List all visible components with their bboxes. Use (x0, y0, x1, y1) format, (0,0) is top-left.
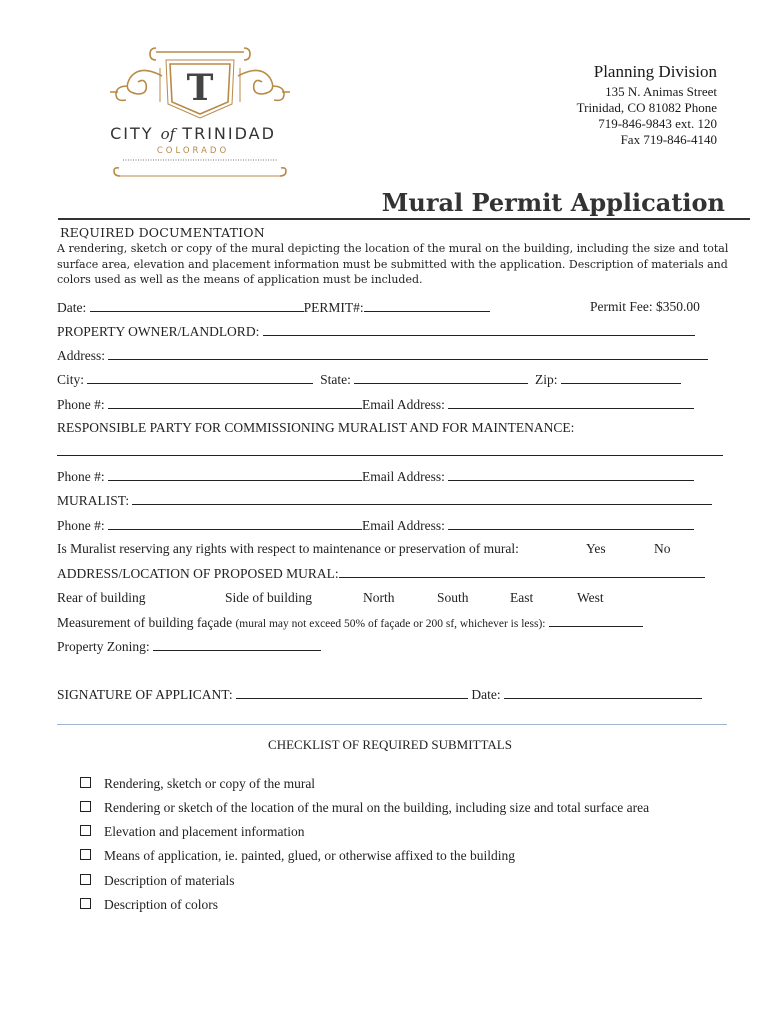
location-option-north[interactable]: North (363, 590, 395, 605)
date-field[interactable] (90, 299, 304, 312)
city-label: City: (57, 372, 85, 387)
measurement-note: (mural may not exceed 50% of façade or 200 sf, whichever is less): (235, 618, 546, 630)
location-option-east[interactable]: East (510, 590, 534, 605)
address-line-street: 135 N. Animas Street (605, 84, 717, 99)
state-label: State: (320, 372, 351, 387)
muralist-phone-field[interactable] (108, 517, 362, 530)
city-of-trinidad-logo (100, 42, 300, 187)
checklist-item-label: Rendering or sketch of the location of the mural on the building, including size and total surface area (104, 800, 650, 815)
date-label: Date: (57, 300, 87, 315)
date-permit-row (57, 299, 490, 316)
location-row (57, 565, 705, 582)
city-name (80, 124, 306, 143)
required-documentation-text: A rendering, sketch or copy of the mural depicting the location of the mural on the building, including the size and total surface area, elevation and placement information must be submitted with the application. Description of materials and colors used as well as the means of application must be included. (57, 242, 729, 286)
title-divider (58, 218, 750, 220)
muralist-row (57, 492, 712, 509)
location-option-south[interactable]: South (437, 590, 469, 605)
rights-no-option[interactable]: No (654, 541, 671, 556)
location-option-side[interactable]: Side of building (225, 590, 312, 605)
section-divider (57, 724, 727, 725)
checkbox-icon[interactable] (80, 874, 91, 885)
checkbox-icon[interactable] (80, 777, 91, 788)
permit-label: PERMIT#: (303, 300, 364, 315)
rights-yes-option[interactable]: Yes (586, 541, 606, 556)
signature-date-field[interactable] (504, 686, 702, 699)
location-option-west[interactable]: West (577, 590, 604, 605)
owner-phone-field[interactable] (108, 396, 362, 409)
checklist-title: CHECKLIST OF REQUIRED SUBMITTALS (268, 737, 512, 752)
document-title: Mural Permit Application (381, 188, 725, 217)
rights-question: Is Muralist reserving any rights with respect to maintenance or preservation of mural: (57, 541, 519, 556)
checkbox-icon[interactable] (80, 801, 91, 812)
email-label: Email Address: (362, 518, 445, 533)
checklist-item (80, 873, 234, 889)
muralist-field[interactable] (132, 492, 712, 505)
checklist-item-label: Means of application, ie. painted, glued, or otherwise affixed to the building (104, 848, 516, 863)
logo-letter-t: T (186, 67, 214, 109)
phone-label: Phone #: (57, 397, 105, 412)
measurement-row (57, 614, 643, 631)
signature-row (57, 686, 702, 703)
responsible-phone-field[interactable] (108, 468, 362, 481)
owner-field[interactable] (263, 323, 695, 336)
location-option-rear[interactable]: Rear of building (57, 590, 146, 605)
muralist-label: MURALIST: (57, 493, 130, 508)
checkbox-icon[interactable] (80, 898, 91, 909)
permit-fee: Permit Fee: $350.00 (590, 299, 700, 314)
location-field[interactable] (339, 565, 705, 578)
permit-number-field[interactable] (364, 299, 490, 312)
measurement-field[interactable] (549, 614, 643, 627)
signature-date-label: Date: (471, 687, 501, 702)
zoning-row (57, 638, 321, 655)
checkbox-icon[interactable] (80, 825, 91, 836)
state-name: COLORADO (156, 146, 230, 156)
city-name-of: of (160, 125, 176, 143)
checklist-item-label: Description of materials (104, 873, 235, 888)
address-label: Address: (57, 348, 105, 363)
address-field[interactable] (108, 347, 708, 360)
checklist-item (80, 897, 218, 913)
state-field[interactable] (354, 371, 528, 384)
checklist-item (80, 800, 649, 816)
checklist-item (80, 848, 515, 864)
measurement-label: Measurement of building façade (57, 615, 233, 630)
phone-label: Phone #: (57, 469, 105, 484)
checklist-item-label: Description of colors (104, 897, 218, 912)
signature-field[interactable] (236, 686, 468, 699)
responsible-phone-email-row (57, 468, 694, 485)
owner-row (57, 323, 695, 340)
muralist-phone-email-row (57, 517, 694, 534)
owner-email-field[interactable] (448, 396, 694, 409)
city-name-trinidad: TRINIDAD (182, 124, 276, 143)
checklist-item (80, 824, 305, 840)
checklist-item-label: Rendering, sketch or copy of the mural (104, 776, 316, 791)
phone-label: Phone #: (57, 518, 105, 533)
address-line-phone-ext: 719-846-9843 ext. 120 (598, 116, 717, 131)
location-label: ADDRESS/LOCATION OF PROPOSED MURAL: (57, 566, 339, 581)
zoning-field[interactable] (153, 638, 321, 651)
address-line-city-phone: Trinidad, CO 81082 Phone (576, 100, 717, 115)
address-line-fax: Fax 719-846-4140 (620, 132, 717, 147)
city-field[interactable] (87, 371, 313, 384)
city-state-zip-row (57, 371, 681, 388)
owner-label: PROPERTY OWNER/LANDLORD: (57, 324, 260, 339)
owner-phone-email-row (57, 396, 694, 413)
checklist-item (80, 776, 315, 792)
address-row (57, 347, 708, 364)
planning-division-heading: Planning Division (593, 62, 717, 81)
responsible-party-label: RESPONSIBLE PARTY FOR COMMISSIONING MURALIST AND FOR MAINTENANCE: (57, 420, 575, 435)
email-label: Email Address: (362, 397, 445, 412)
zip-label: Zip: (535, 372, 558, 387)
responsible-party-field[interactable] (57, 455, 723, 456)
email-label: Email Address: (362, 469, 445, 484)
zip-field[interactable] (561, 371, 681, 384)
signature-label: SIGNATURE OF APPLICANT: (57, 687, 233, 702)
zoning-label: Property Zoning: (57, 639, 150, 654)
checklist-item-label: Elevation and placement information (104, 824, 305, 839)
muralist-email-field[interactable] (448, 517, 694, 530)
city-name-city: CITY (110, 124, 154, 143)
required-documentation-heading: REQUIRED DOCUMENTATION (60, 225, 265, 240)
checkbox-icon[interactable] (80, 849, 91, 860)
responsible-email-field[interactable] (448, 468, 694, 481)
